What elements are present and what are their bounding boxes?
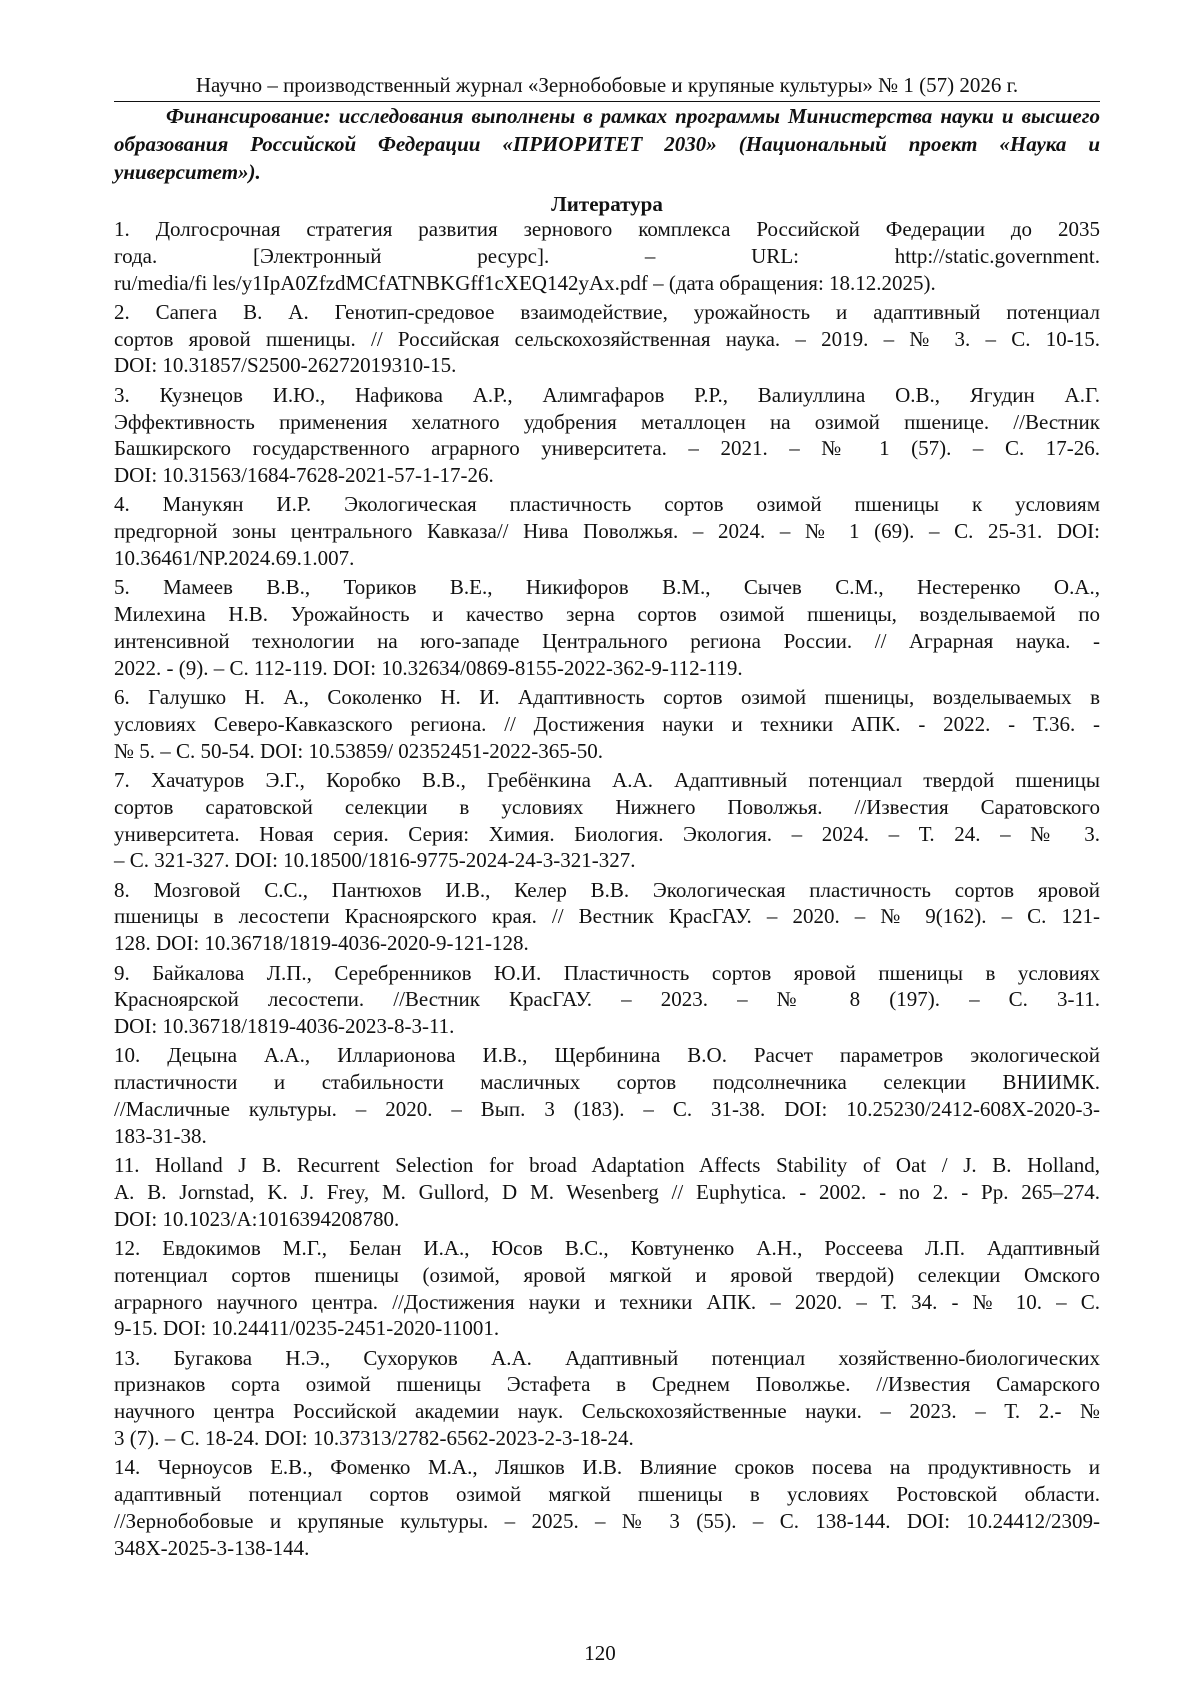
reference-item <box>114 574 1100 681</box>
reference-line: сортов саратовской селекции в условиях Нижнего Поволжья. //Известия Саратовского <box>114 794 1100 819</box>
reference-line: 10. Децына А.А., Илларионова И.В., Щербинина В.О. Расчет параметров экологической <box>114 1043 1100 1068</box>
reference-line: признаков сорта озимой пшеницы Эстафета в Среднем Поволжье. //Известия Самарского <box>114 1372 1100 1397</box>
reference-item <box>114 1345 1100 1452</box>
reference-line: аграрного научного центра. //Достижения науки и техники АПК. – 2020. – Т. 34. - № 10. – С. <box>114 1289 1100 1314</box>
reference-item <box>114 216 1100 296</box>
reference-line: 5. Мамеев В.В., Ториков В.Е., Никифоров В.М., Сычев С.М., Нестеренко О.А., <box>114 575 1100 600</box>
page-number: 120 <box>584 1641 616 1665</box>
reference-line: № 5. – С. 50-54. DOI: 10.53859/ 02352451-2022-365-50. <box>114 738 604 763</box>
reference-line: DOI: 10.36718/1819-4036-2023-8-3-11. <box>114 1014 455 1039</box>
reference-line: потенциал сортов пшеницы (озимой, яровой мягкой и яровой твердой) селекции Омского <box>114 1262 1100 1287</box>
reference-item <box>114 299 1100 379</box>
reference-line: 9. Байкалова Л.П., Серебренников Ю.И. Пластичность сортов яровой пшеницы в условиях <box>114 960 1100 985</box>
reference-line: пластичности и стабильности масличных сортов подсолнечника селекции ВНИИМК. <box>114 1070 1100 1095</box>
reference-line: Башкирского государственного аграрного университета. – 2021. – № 1 (57). – С. 17-26. <box>114 436 1100 461</box>
reference-item <box>114 382 1100 489</box>
reference-line: условиях Северо-Кавказского региона. // Достижения науки и техники АПК. - 2022. - Т.36. - <box>114 711 1100 736</box>
reference-line: 183-31-38. <box>114 1123 207 1148</box>
reference-line: 1. Долгосрочная стратегия развития зернового комплекса Российской Федерации до 2035 <box>114 217 1100 241</box>
reference-line: университета. Новая серия. Серия: Химия. Биология. Экология. – 2024. – Т. 24. – № 3. <box>114 821 1100 846</box>
reference-line: 8. Мозговой С.С., Пантюхов И.В., Келер В.В. Экологическая пластичность сортов яровой <box>114 877 1100 902</box>
reference-line: ru/media/fi les/y1IpA0ZfzdMCfATNBKGff1cXEQ142yAx.pdf – (дата обращения: 18.12.2025). <box>114 270 936 295</box>
reference-line: 128. DOI: 10.36718/1819-4036-2020-9-121-128. <box>114 931 529 956</box>
reference-line: года. [Электронный ресурс]. – URL: http://static.government. <box>114 243 1100 268</box>
reference-item <box>114 877 1100 957</box>
reference-line: DOI: 10.31563/1684-7628-2021-57-1-17-26. <box>114 463 494 488</box>
reference-line: 12. Евдокимов М.Г., Белан И.А., Юсов В.С., Ковтуненко А.Н., Россеева Л.П. Адаптивный <box>114 1235 1100 1260</box>
reference-line: адаптивный потенциал сортов озимой мягкой пшеницы в условиях Ростовской области. <box>114 1482 1100 1507</box>
reference-line: 6. Галушко Н. А., Соколенко Н. И. Адаптивность сортов озимой пшеницы, возделываемых в <box>114 685 1100 710</box>
reference-line: сортов яровой пшеницы. // Российская сельскохозяйственная наука. – 2019. – № 3. – С. 10-15. <box>114 326 1100 351</box>
reference-line: 13. Бугакова Н.Э., Сухоруков А.А. Адаптивный потенциал хозяйственно-биологических <box>114 1345 1100 1370</box>
reference-line: DOI: 10.31857/S2500-26272019310-15. <box>114 353 457 378</box>
reference-line: 2. Сапега В. А. Генотип-средовое взаимодействие, урожайность и адаптивный потенциал <box>114 299 1100 324</box>
reference-item <box>114 767 1100 874</box>
reference-line: 9-15. DOI: 10.24411/0235-2451-2020-11001. <box>114 1316 500 1341</box>
reference-line: //Масличные культуры. – 2020. – Вып. 3 (183). – С. 31-38. DOI: 10.25230/2412-608X-2020-3- <box>114 1097 1100 1121</box>
reference-line: Красноярской лесостепи. //Вестник КрасГАУ. – 2023. – № 8 (197). – С. 3-11. <box>114 987 1100 1012</box>
reference-line: 4. Манукян И.Р. Экологическая пластичность сортов озимой пшеницы к условиям <box>114 492 1100 517</box>
reference-line: A. B. Jornstad, K. J. Frey, M. Gullord, D M. Wesenberg // Euphytica. - 2002. - no 2. - Pp. 265–274. <box>114 1179 1100 1204</box>
reference-item <box>114 1454 1100 1561</box>
reference-line: 3. Кузнецов И.Ю., Нафикова А.Р., Алимгафаров Р.Р., Валиуллина О.В., Ягудин А.Г. <box>114 382 1100 407</box>
reference-line: интенсивной технологии на юго-западе Центрального региона России. // Аграрная наука. - <box>114 628 1100 653</box>
reference-line: Милехина Н.В. Урожайность и качество зерна сортов озимой пшеницы, возделываемой по <box>114 602 1100 627</box>
reference-item <box>114 1042 1100 1149</box>
reference-item <box>114 960 1100 1040</box>
reference-item <box>114 684 1100 764</box>
reference-item <box>114 491 1100 571</box>
reference-line: 2022. - (9). – С. 112-119. DOI: 10.32634/0869-8155-2022-362-9-112-119. <box>114 655 743 680</box>
funding-statement: Финансирование: исследования выполнены в рамках программы Министерства науки и высшего образования Российской Федерации «ПРИОРИТЕТ 2030» (Национальный проект «Наука и университет»). <box>114 104 1100 184</box>
reference-line: 348X-2025-3-138-144. <box>114 1535 310 1560</box>
reference-line: 10.36461/NP.2024.69.1.007. <box>114 546 355 571</box>
reference-line: – С. 321-327. DOI: 10.18500/1816-9775-2024-24-3-321-327. <box>114 848 636 873</box>
reference-item <box>114 1235 1100 1342</box>
reference-line: 3 (7). – С. 18-24. DOI: 10.37313/2782-6562-2023-2-3-18-24. <box>114 1426 634 1451</box>
reference-line: 7. Хачатуров Э.Г., Коробко В.В., Гребёнкина А.А. Адаптивный потенциал твердой пшеницы <box>114 767 1100 792</box>
reference-line: DOI: 10.1023/A:1016394208780. <box>114 1206 400 1231</box>
reference-line: научного центра Российской академии наук. Сельскохозяйственные науки. – 2023. – Т. 2.- № <box>114 1399 1100 1424</box>
reference-line: 11. Holland J B. Recurrent Selection for broad Adaptation Affects Stability of Oat / J. B. Holland, <box>114 1153 1100 1178</box>
reference-item <box>114 1152 1100 1232</box>
running-header: Научно – производственный журнал «Зернобобовые и крупяные культуры» № 1 (57) 2026 г. <box>114 72 1100 102</box>
reference-line: 14. Черноусов Е.В., Фоменко М.А., Ляшков И.В. Влияние сроков посева на продуктивность и <box>114 1455 1100 1480</box>
reference-line: предгорной зоны центрального Кавказа// Нива Поволжья. – 2024. – № 1 (69). – С. 25-31. DOI: <box>114 519 1100 544</box>
reference-list <box>114 216 1100 1564</box>
reference-line: //Зернобобовые и крупяные культуры. – 2025. – № 3 (55). – С. 138-144. DOI: 10.24412/2309- <box>114 1508 1100 1533</box>
references-heading: Литература <box>551 192 663 216</box>
reference-line: Эффективность применения хелатного удобрения металлоцен на озимой пшенице. //Вестник <box>114 409 1100 434</box>
reference-line: пшеницы в лесостепи Красноярского края. // Вестник КрасГАУ. – 2020. – № 9(162). – С. 121- <box>114 904 1100 929</box>
